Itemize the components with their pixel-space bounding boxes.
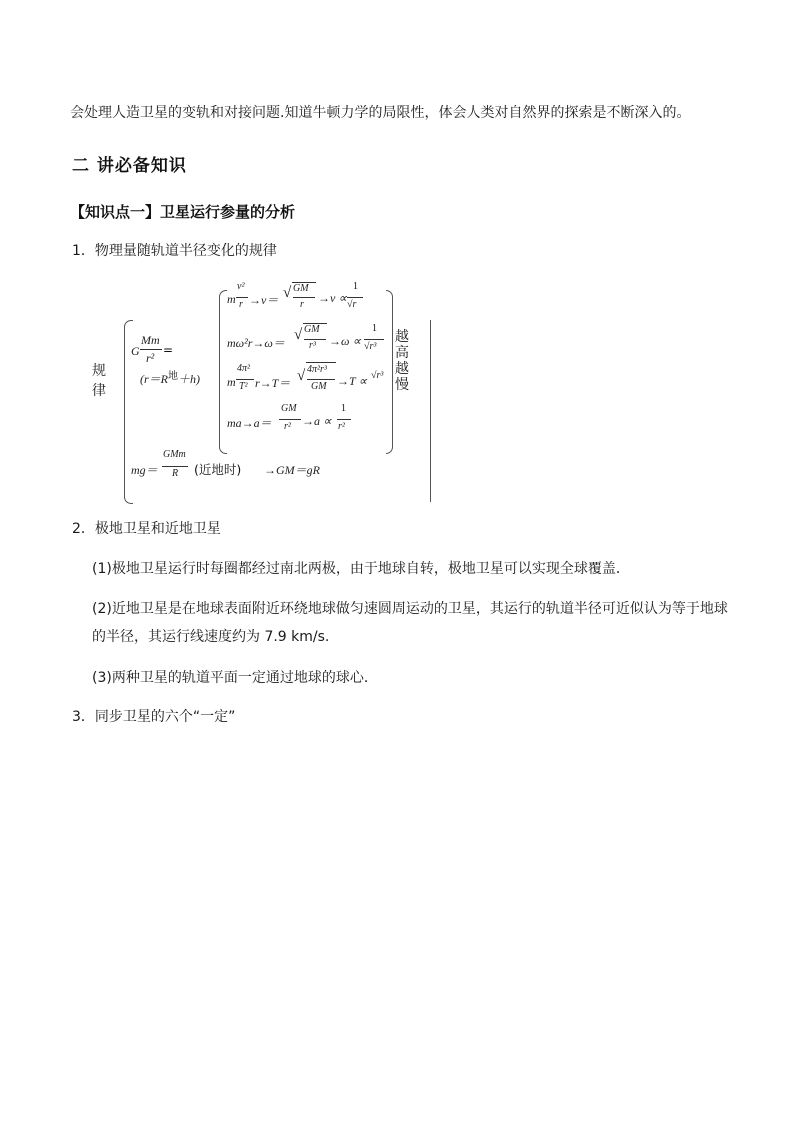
row3-denominator: T² (239, 381, 248, 392)
row2-sqrt-numerator: GM (304, 324, 320, 335)
knowledge-point-title: 【知识点一】卫星运行参量的分析 (70, 203, 296, 221)
row2-result-numerator: 1 (372, 323, 377, 334)
row3-m: m (227, 375, 236, 389)
row3-sqrt-denominator: GM (311, 381, 327, 392)
radius-note-post: ＋h) (178, 372, 200, 386)
row4-result-numerator: 1 (341, 403, 346, 414)
row4-lhs: ma→a＝ (227, 416, 272, 430)
gravity-fraction-bar (140, 349, 162, 350)
row1-result-numerator: 1 (353, 281, 358, 292)
row4-denominator: r² (284, 421, 291, 432)
item2-paragraph-3: (3)两种卫星的轨道平面一定通过地球的球心． (92, 670, 378, 686)
row3-sqrt-sign: √ (297, 368, 306, 384)
row1-arrow2: →v ∝ (318, 291, 347, 305)
radius-note-pre: (r＝R (140, 372, 168, 386)
row4-result-denominator: r² (338, 421, 345, 432)
inner-left-brace (219, 290, 227, 454)
row2-sqrt-denominator: r³ (309, 340, 316, 351)
gravity-equals: = (163, 343, 174, 357)
row1-sqrt-numerator: GM (293, 283, 309, 294)
row1-denominator: r (239, 299, 243, 310)
item1-label: 1．物理量随轨道半径变化的规律 (72, 243, 277, 259)
bottom-fraction-bar (162, 466, 188, 467)
section-title: 二 讲必备知识 (72, 156, 187, 176)
bottom-rhs: →GM＝gR (264, 463, 320, 477)
row1-m: m (227, 292, 236, 306)
row3-arrow: →T ∝ (337, 374, 368, 388)
row1-sqrt-sign: √ (283, 285, 292, 301)
gravity-denominator: r² (146, 351, 155, 365)
row1-arrow1: →v＝ (249, 293, 279, 307)
row3-sqrt-numerator: 4π²r³ (307, 364, 327, 375)
outer-right-bracket (430, 320, 431, 502)
intro-line: 会处理人造卫星的变轨和对接问题.知道牛顿力学的局限性，体会人类对自然界的探索是不断深入的。 (70, 105, 691, 121)
gravity-g: G (131, 344, 140, 358)
trend-char-4: 慢 (395, 377, 409, 393)
item2-paragraph-1: (1)极地卫星运行时每圈都经过南北两极，由于地球自转，极地卫星可以实现全球覆盖． (92, 561, 630, 577)
row1-sqrt-denominator: r (300, 299, 304, 310)
radius-note-sub: 地 (168, 371, 178, 382)
row4-numerator: GM (281, 403, 297, 414)
trend-char-1: 越 (395, 329, 409, 345)
row1-sqrt-fraction-bar (293, 297, 315, 298)
row4-fraction-bar (279, 419, 301, 420)
row1-numerator: v² (237, 281, 245, 292)
row3-mid: r→T＝ (255, 376, 291, 390)
trend-char-3: 越 (395, 361, 409, 377)
row1-fraction-bar (236, 297, 248, 298)
bottom-numerator: GMm (163, 449, 186, 460)
inner-right-brace (386, 290, 393, 454)
row4-arrow: →a ∝ (302, 414, 332, 428)
row2-result-fraction-bar (364, 339, 384, 340)
row3-fraction-bar (236, 379, 254, 380)
row1-result-sqrt: √r (347, 299, 357, 310)
row3-result-sqrt: √r³ (371, 370, 384, 381)
bottom-note: (近地时) (194, 462, 242, 477)
item2-paragraph-2-line1: (2)近地卫星是在地球表面附近环绕地球做匀速圆周运动的卫星，其运行的轨道半径可近似认为等于地球 (92, 601, 728, 617)
row1-result-fraction-bar (347, 297, 363, 298)
item2-paragraph-2-line2: 的半径，其运行线速度约为 7.9 km/s. (92, 629, 330, 645)
row2-lhs: mω²r→ω＝ (227, 336, 285, 350)
diagram-label-top: 规 (92, 363, 106, 379)
row3-sqrt-fraction-bar (307, 379, 335, 380)
gravity-numerator: Mm (141, 333, 160, 347)
row2-sqrt-sign: √ (294, 327, 303, 343)
diagram-label-bottom: 律 (92, 383, 106, 399)
row3-numerator: 4π² (237, 363, 251, 374)
row4-result-fraction-bar (337, 419, 351, 420)
row1-result-denominator: r (352, 299, 357, 310)
row3-sqrt-overbar (306, 362, 336, 363)
item3-label: 3．同步卫星的六个“一定” (72, 709, 236, 725)
bottom-denominator: R (172, 468, 179, 479)
bottom-lhs: mg＝ (131, 463, 158, 477)
trend-char-2: 高 (395, 345, 409, 361)
row3-result: r³ (376, 370, 384, 381)
radius-note (140, 370, 200, 387)
item2-label: 2．极地卫星和近地卫星 (72, 521, 221, 537)
row2-arrow: →ω ∝ (329, 334, 362, 348)
row2-result-denominator: r³ (369, 341, 377, 352)
row2-result-sqrt: √r³ (364, 341, 377, 352)
